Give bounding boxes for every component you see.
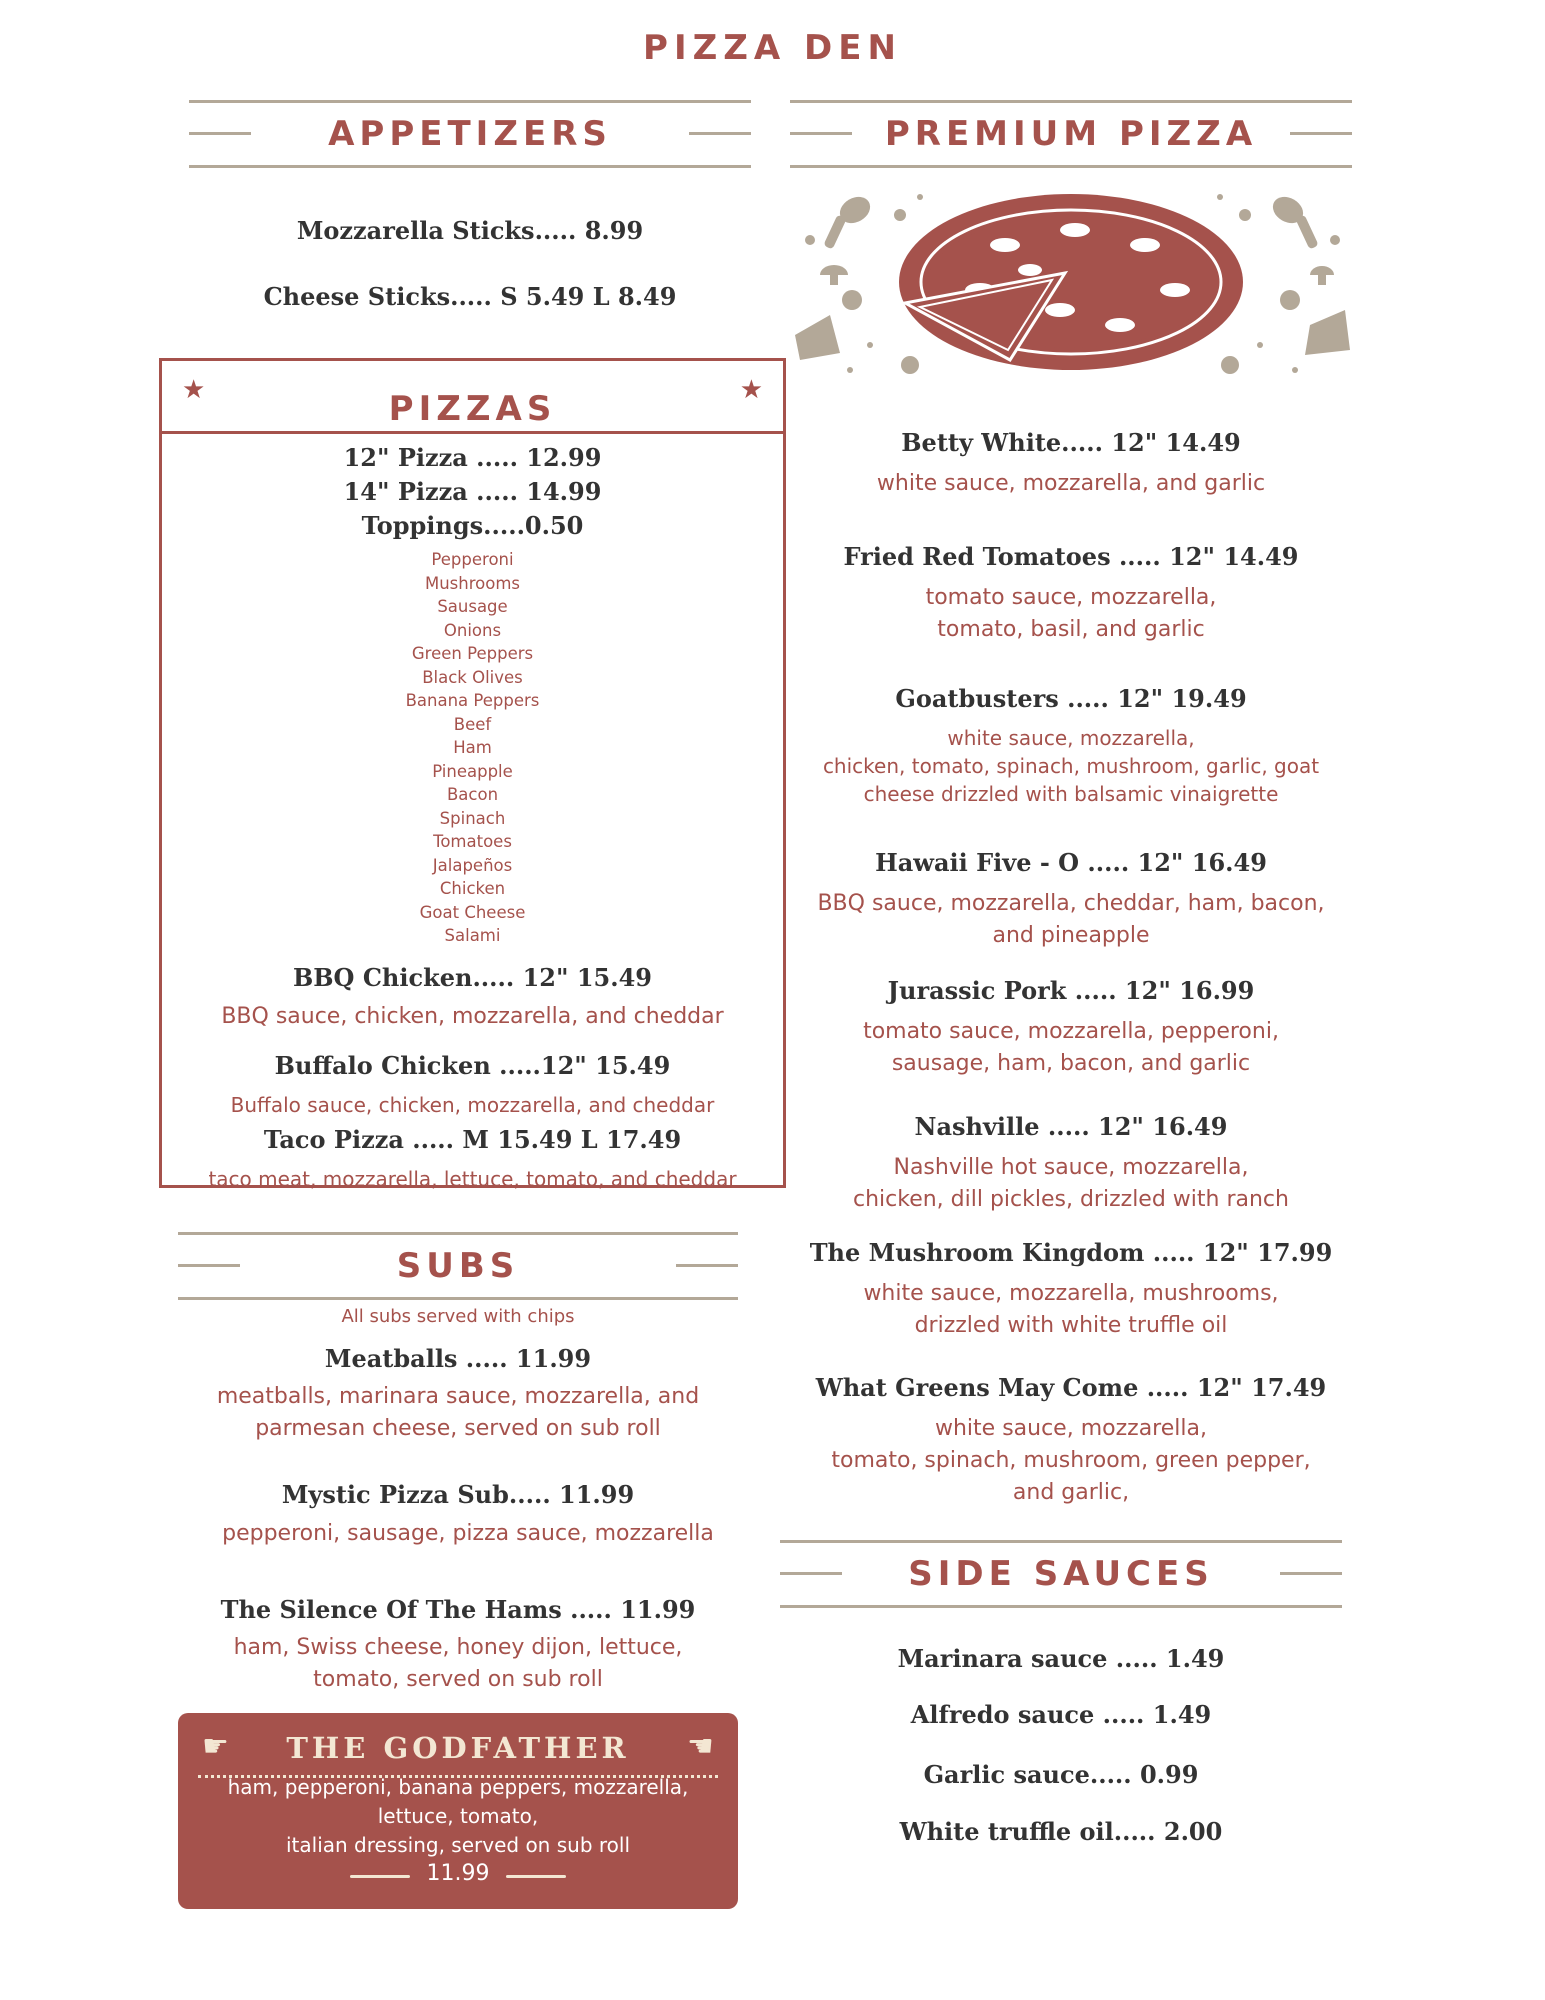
premium-pizza-desc: chicken, tomato, spinach, mushroom, garlic, goat <box>822 754 1320 778</box>
right-swash <box>506 1875 566 1878</box>
pizzas-divider <box>162 431 783 434</box>
premium-pizza-name: What Greens May Come ..... 12" 17.49 <box>815 1373 1327 1402</box>
premium-pizza-name: Goatbusters ..... 12" 19.49 <box>895 684 1247 713</box>
star-icon: ★ <box>739 375 763 405</box>
premium-pizza-desc: white sauce, mozzarella, and garlic <box>876 471 1266 496</box>
godfather-desc-line: ham, pepperoni, banana peppers, mozzarella, <box>227 1775 689 1799</box>
premium-pizza-desc: tomato sauce, mozzarella, <box>925 585 1217 610</box>
star-icon: ★ <box>182 375 206 405</box>
appetizers-heading: APPETIZERS <box>328 114 612 154</box>
topping-item: Jalapeños <box>432 855 513 875</box>
topping-item: Salami <box>444 926 501 945</box>
pizza-special-name: BBQ Chicken..... 12" 15.49 <box>292 963 652 992</box>
pointing-hand-icon: ☛ <box>687 1729 714 1764</box>
sub-name: Mystic Pizza Sub..... 11.99 <box>281 1480 635 1509</box>
premium-pizza-name: Jurassic Pork ..... 12" 16.99 <box>887 976 1255 1005</box>
pizza-special-desc: Buffalo sauce, chicken, mozzarella, and cheddar <box>230 1093 715 1117</box>
godfather-desc-line: italian dressing, served on sub roll <box>285 1833 630 1857</box>
topping-item: Black Olives <box>422 667 523 687</box>
premium-pizza-name: Nashville ..... 12" 16.49 <box>914 1112 1228 1141</box>
appetizer-item: Cheese Sticks..... S 5.49 L 8.49 <box>263 282 677 311</box>
premium-pizza-name: Hawaii Five - O ..... 12" 16.49 <box>875 848 1267 877</box>
sauce-item: Garlic sauce..... 0.99 <box>923 1760 1199 1789</box>
pizza-price: 14" Pizza ..... 14.99 <box>343 477 602 506</box>
premium-pizza-desc: BBQ sauce, mozzarella, cheddar, ham, bacon, <box>817 891 1325 916</box>
pizzas-box <box>159 358 786 1191</box>
premium-pizza-desc: and garlic, <box>1012 1480 1130 1505</box>
subs-note: All subs served with chips <box>341 1306 575 1327</box>
topping-item: Sausage <box>437 597 508 616</box>
sauce-item: Alfredo sauce ..... 1.49 <box>910 1700 1212 1729</box>
sub-desc: parmesan cheese, served on sub roll <box>255 1416 661 1441</box>
sauce-item: Marinara sauce ..... 1.49 <box>897 1644 1225 1673</box>
premium-pizza-desc: tomato, spinach, mushroom, green pepper, <box>831 1448 1311 1473</box>
topping-item: Pepperoni <box>431 550 514 569</box>
subs-header <box>178 1232 738 1302</box>
godfather-desc-line: lettuce, tomato, <box>377 1804 539 1828</box>
pizza-price: 12" Pizza ..... 12.99 <box>343 443 602 472</box>
premium-pizza-desc: white sauce, mozzarella, <box>947 726 1195 750</box>
topping-item: Banana Peppers <box>405 691 540 710</box>
topping-item: Goat Cheese <box>419 902 526 922</box>
premium-pizza-desc: sausage, ham, bacon, and garlic <box>891 1051 1251 1076</box>
premium-pizza-desc: drizzled with white truffle oil <box>914 1313 1228 1338</box>
sub-name: The Silence Of The Hams ..... 11.99 <box>220 1595 696 1624</box>
topping-item: Spinach <box>439 808 506 828</box>
premium-heading: PREMIUM PIZZA <box>884 114 1258 154</box>
pizza-special-name: Buffalo Chicken .....12" 15.49 <box>274 1051 671 1080</box>
restaurant-title: PIZZA DEN <box>643 28 902 68</box>
premium-pizza-desc: Nashville hot sauce, mozzarella, <box>893 1155 1249 1180</box>
premium-pizza-desc: tomato sauce, mozzarella, pepperoni, <box>863 1019 1279 1044</box>
pizza-special-desc: taco meat, mozzarella, lettuce, tomato, and cheddar <box>208 1167 737 1191</box>
premium-pizza-desc: cheese drizzled with balsamic vinaigrette <box>863 782 1279 806</box>
topping-item: Onions <box>443 620 502 640</box>
topping-item: Ham <box>453 738 492 757</box>
topping-item: Bacon <box>446 785 499 804</box>
pointing-hand-icon: ☛ <box>202 1729 229 1764</box>
pizza-special-name: Taco Pizza ..... M 15.49 L 17.49 <box>263 1125 682 1154</box>
sauces-header <box>780 1540 1342 1610</box>
sauces-heading: SIDE SAUCES <box>908 1554 1214 1594</box>
premium-pizza-desc: and pineapple <box>992 923 1150 948</box>
premium-pizza-name: Betty White..... 12" 14.49 <box>901 428 1241 457</box>
sub-name: Meatballs ..... 11.99 <box>324 1344 592 1373</box>
godfather-price: 11.99 <box>426 1861 490 1886</box>
topping-item: Green Peppers <box>411 644 534 663</box>
topping-item: Pineapple <box>432 761 513 781</box>
appetizer-item: Mozzarella Sticks..... 8.99 <box>296 216 644 245</box>
pizza-illustration <box>790 185 1352 385</box>
toppings-price: Toppings.....0.50 <box>361 511 584 540</box>
sub-desc: ham, Swiss cheese, honey dijon, lettuce, <box>233 1635 683 1660</box>
premium-pizza-desc: white sauce, mozzarella, <box>935 1416 1207 1441</box>
godfather-desc <box>178 1773 738 1860</box>
sub-desc: tomato, served on sub roll <box>313 1667 603 1692</box>
premium-pizza-desc: tomato, basil, and garlic <box>937 617 1205 642</box>
topping-item: Tomatoes <box>433 832 512 851</box>
premium-pizza-name: The Mushroom Kingdom ..... 12" 17.99 <box>809 1238 1333 1267</box>
topping-item: Beef <box>453 714 492 734</box>
premium-pizza-desc: white sauce, mozzarella, mushrooms, <box>863 1281 1279 1306</box>
pizza-special-desc: BBQ sauce, chicken, mozzarella, and cheddar <box>221 1004 724 1029</box>
sub-desc: pepperoni, sausage, pizza sauce, mozzarella <box>222 1521 714 1546</box>
sauce-item: White truffle oil..... 2.00 <box>899 1817 1223 1846</box>
appetizers-header <box>189 100 751 170</box>
subs-heading: SUBS <box>396 1246 520 1286</box>
godfather-title: THE GODFATHER <box>286 1731 630 1765</box>
sub-desc: meatballs, marinara sauce, mozzarella, and <box>216 1384 700 1409</box>
premium-pizza-name: Fried Red Tomatoes ..... 12" 14.49 <box>843 542 1299 571</box>
premium-pizza-desc: chicken, dill pickles, drizzled with ranch <box>853 1187 1289 1212</box>
godfather-panel <box>178 1713 738 1909</box>
topping-item: Mushrooms <box>424 573 521 593</box>
premium-header <box>790 100 1352 170</box>
pizzas-heading: PIZZAS <box>388 389 557 429</box>
topping-item: Chicken <box>439 879 506 898</box>
